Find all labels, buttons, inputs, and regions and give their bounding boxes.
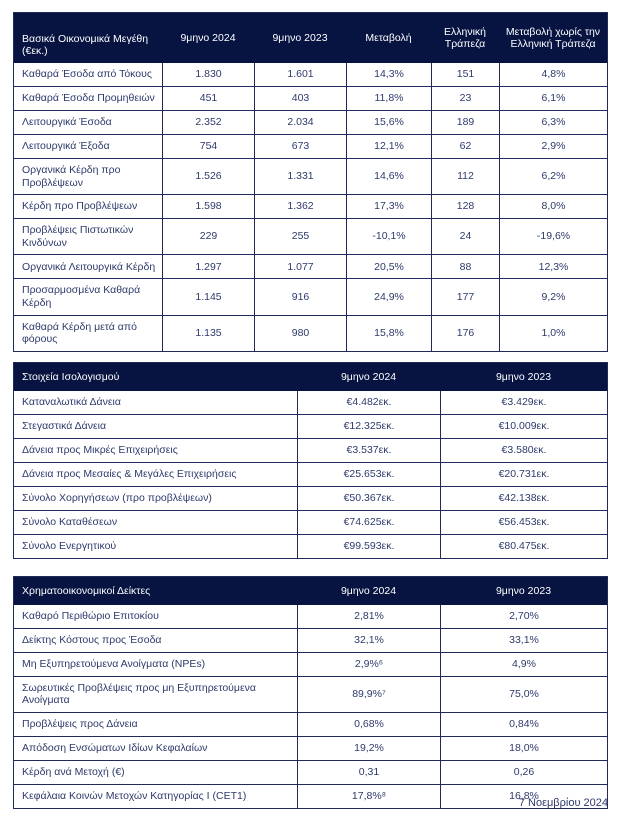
row-label: Δάνεια προς Μεσαίες & Μεγάλες Επιχειρήσεις xyxy=(22,467,237,480)
row-label: Λειτουργικά Έσοδα xyxy=(22,116,112,129)
row-value: 980 xyxy=(254,316,346,351)
row-value: -10,1% xyxy=(346,219,431,254)
row-value: 151 xyxy=(431,63,499,86)
row-label: Προβλέψεις προς Δάνεια xyxy=(22,718,138,731)
row-value: 0,84% xyxy=(440,713,607,736)
table-title: Στοιχεία Ισολογισμού xyxy=(22,370,120,383)
row-label: Δείκτης Κόστους προς Έσοδα xyxy=(22,633,162,646)
row-label: Οργανικά Λειτουργικά Κέρδη xyxy=(22,260,156,273)
row-value: 128 xyxy=(431,195,499,218)
row-label: Λειτουργικά Έξοδα xyxy=(22,140,110,153)
table-row xyxy=(14,510,607,534)
row-value: 15,8% xyxy=(346,316,431,351)
row-label: Κεφάλαια Κοινών Μετοχών Κατηγορίας Ι (CET1) xyxy=(22,790,247,803)
row-value: 2,9% xyxy=(499,135,607,158)
table-row xyxy=(14,254,607,278)
row-value: 1,0% xyxy=(499,316,607,351)
row-value: 1.297 xyxy=(162,255,254,278)
row-value: €80.475εκ. xyxy=(440,535,607,558)
table-row xyxy=(14,628,607,652)
row-value: 16,8% xyxy=(440,785,607,808)
table-row xyxy=(14,676,607,712)
row-label: Σύνολο Καταθέσεων xyxy=(22,515,118,528)
row-value: 1.135 xyxy=(162,316,254,351)
row-value: -19,6% xyxy=(499,219,607,254)
table-row xyxy=(14,391,607,414)
row-value: 33,1% xyxy=(440,629,607,652)
row-value: 18,0% xyxy=(440,737,607,760)
row-value: 229 xyxy=(162,219,254,254)
row-value: 24 xyxy=(431,219,499,254)
row-value: 403 xyxy=(254,87,346,110)
row-value: 112 xyxy=(431,159,499,194)
row-value: €3.580εκ. xyxy=(440,439,607,462)
row-value: 255 xyxy=(254,219,346,254)
row-value: 0,26 xyxy=(440,761,607,784)
row-value: 24,9% xyxy=(346,279,431,314)
row-label: Απόδοση Ενσώματων Ιδίων Κεφαλαίων xyxy=(22,742,208,755)
row-value: 451 xyxy=(162,87,254,110)
table-row xyxy=(14,315,607,351)
row-label: Καθαρά Κέρδη μετά από φόρους xyxy=(22,320,137,346)
column-header-9m2024: 9μηνο 2024 xyxy=(180,31,236,44)
column-header-9m2024: 9μηνο 2024 xyxy=(340,370,397,383)
balance-sheet-body xyxy=(14,391,607,558)
row-value: 6,1% xyxy=(499,87,607,110)
table-row xyxy=(14,462,607,486)
row-value: 11,8% xyxy=(346,87,431,110)
table-row xyxy=(14,438,607,462)
row-value: 32,1% xyxy=(297,629,440,652)
row-value: 89,9%⁷ xyxy=(297,677,440,712)
column-header-9m2023: 9μηνο 2023 xyxy=(495,584,552,597)
row-label: Στεγαστικά Δάνεια xyxy=(22,419,107,432)
row-label: Δάνεια προς Μικρές Επιχειρήσεις xyxy=(22,443,178,456)
row-value: 17,8%⁸ xyxy=(297,785,440,808)
row-value: €56.453εκ. xyxy=(440,511,607,534)
row-value: €10.009εκ. xyxy=(440,415,607,438)
table-row xyxy=(14,760,607,784)
financial-ratios-table xyxy=(13,576,608,809)
row-value: 75,0% xyxy=(440,677,607,712)
row-value: €50.367εκ. xyxy=(297,487,440,510)
row-value: 14,3% xyxy=(346,63,431,86)
table-row xyxy=(14,605,607,628)
column-header-change-excl-hellenic: Μεταβολή χωρίς την Ελληνική Τράπεζα xyxy=(505,25,601,50)
column-header-9m2023: 9μηνο 2023 xyxy=(495,370,552,383)
row-label: Οργανικά Κέρδη προ Προβλέψεων xyxy=(22,164,121,189)
row-value: 9,2% xyxy=(499,279,607,314)
row-value: 15,6% xyxy=(346,111,431,134)
report-date: 7 Νοεμβρίου 2024 xyxy=(518,797,608,809)
table-row xyxy=(14,278,607,314)
row-value: 189 xyxy=(431,111,499,134)
row-label: Σωρευτικές Προβλέψεις προς μη Εξυπηρετούμενα Ανοίγματα xyxy=(22,681,256,707)
financial-ratios-body xyxy=(14,605,607,808)
row-value: €20.731εκ. xyxy=(440,463,607,486)
table-row xyxy=(14,134,607,158)
row-value: 4,9% xyxy=(440,653,607,676)
row-value: 62 xyxy=(431,135,499,158)
table-row xyxy=(14,63,607,86)
row-label: Καθαρό Περιθώριο Επιτοκίου xyxy=(22,609,159,622)
financial-metrics-table xyxy=(13,12,608,352)
row-value: 0,31 xyxy=(297,761,440,784)
row-label: Σύνολο Χορηγήσεων (προ προβλέψεων) xyxy=(22,491,212,504)
table-row xyxy=(14,194,607,218)
column-header-9m2023: 9μηνο 2023 xyxy=(272,31,328,44)
row-value: €4.482εκ. xyxy=(297,391,440,414)
row-value: 23 xyxy=(431,87,499,110)
row-value: 2.352 xyxy=(162,111,254,134)
row-value: €12.325εκ. xyxy=(297,415,440,438)
row-value: 754 xyxy=(162,135,254,158)
row-label: Κέρδη ανά Μετοχή (€) xyxy=(22,766,125,779)
row-value: 176 xyxy=(431,316,499,351)
row-value: 12,3% xyxy=(499,255,607,278)
row-value: 1.598 xyxy=(162,195,254,218)
table-row xyxy=(14,652,607,676)
row-value: 673 xyxy=(254,135,346,158)
row-label: Μη Εξυπηρετούμενα Ανοίγματα (NPEs) xyxy=(22,657,206,670)
financial-metrics-body xyxy=(14,63,607,351)
row-value: 2,81% xyxy=(297,605,440,628)
table-row xyxy=(14,218,607,254)
row-value: 6,2% xyxy=(499,159,607,194)
row-value: 2,70% xyxy=(440,605,607,628)
row-value: 1.526 xyxy=(162,159,254,194)
row-value: 1.077 xyxy=(254,255,346,278)
row-label: Σύνολο Ενεργητικού xyxy=(22,539,117,552)
row-value: 2.034 xyxy=(254,111,346,134)
row-value: €99.593εκ. xyxy=(297,535,440,558)
financial-ratios-header xyxy=(14,577,607,605)
row-value: €3.537εκ. xyxy=(297,439,440,462)
row-value: 916 xyxy=(254,279,346,314)
row-label: Προβλέψεις Πιστωτικών Κινδύνων xyxy=(22,224,134,249)
row-value: €74.625εκ. xyxy=(297,511,440,534)
row-value: 6,3% xyxy=(499,111,607,134)
row-label: Καθαρά Έσοδα Προμηθειών xyxy=(22,92,155,105)
row-value: 1.145 xyxy=(162,279,254,314)
table-row xyxy=(14,414,607,438)
financial-metrics-header xyxy=(14,13,607,63)
row-value: 17,3% xyxy=(346,195,431,218)
row-value: €42.138εκ. xyxy=(440,487,607,510)
row-label: Προσαρμοσμένα Καθαρά Κέρδη xyxy=(22,284,141,309)
balance-sheet-header xyxy=(14,363,607,391)
row-value: €3.429εκ. xyxy=(440,391,607,414)
table-title: Χρηματοοικονομικοί Δείκτες xyxy=(22,584,151,597)
row-label: Καθαρά Έσοδα από Τόκους xyxy=(22,68,152,81)
row-value: 8,0% xyxy=(499,195,607,218)
row-value: 20,5% xyxy=(346,255,431,278)
table-row xyxy=(14,736,607,760)
row-value: 19,2% xyxy=(297,737,440,760)
row-value: 88 xyxy=(431,255,499,278)
table-row xyxy=(14,534,607,558)
table-title: Βασικά Οικονομικά Μεγέθη (€εκ.) xyxy=(22,32,149,57)
balance-sheet-table xyxy=(13,362,608,559)
row-label: Κέρδη προ Προβλέψεων xyxy=(22,200,138,213)
row-value: €25.653εκ. xyxy=(297,463,440,486)
table-row xyxy=(14,486,607,510)
row-value: 177 xyxy=(431,279,499,314)
row-value: 0,68% xyxy=(297,713,440,736)
row-value: 1.362 xyxy=(254,195,346,218)
column-header-9m2024: 9μηνο 2024 xyxy=(340,584,397,597)
row-value: 4,8% xyxy=(499,63,607,86)
row-value: 14,6% xyxy=(346,159,431,194)
table-row xyxy=(14,158,607,194)
table-row xyxy=(14,110,607,134)
column-header-hellenic-bank: Ελληνική Τράπεζα xyxy=(443,25,486,50)
row-value: 2,9%⁶ xyxy=(297,653,440,676)
row-label: Καταναλωτικά Δάνεια xyxy=(22,395,121,408)
table-row xyxy=(14,86,607,110)
table-row xyxy=(14,712,607,736)
column-header-change: Μεταβολή xyxy=(365,31,412,44)
row-value: 12,1% xyxy=(346,135,431,158)
row-value: 1.331 xyxy=(254,159,346,194)
row-value: 1.830 xyxy=(162,63,254,86)
row-value: 1.601 xyxy=(254,63,346,86)
